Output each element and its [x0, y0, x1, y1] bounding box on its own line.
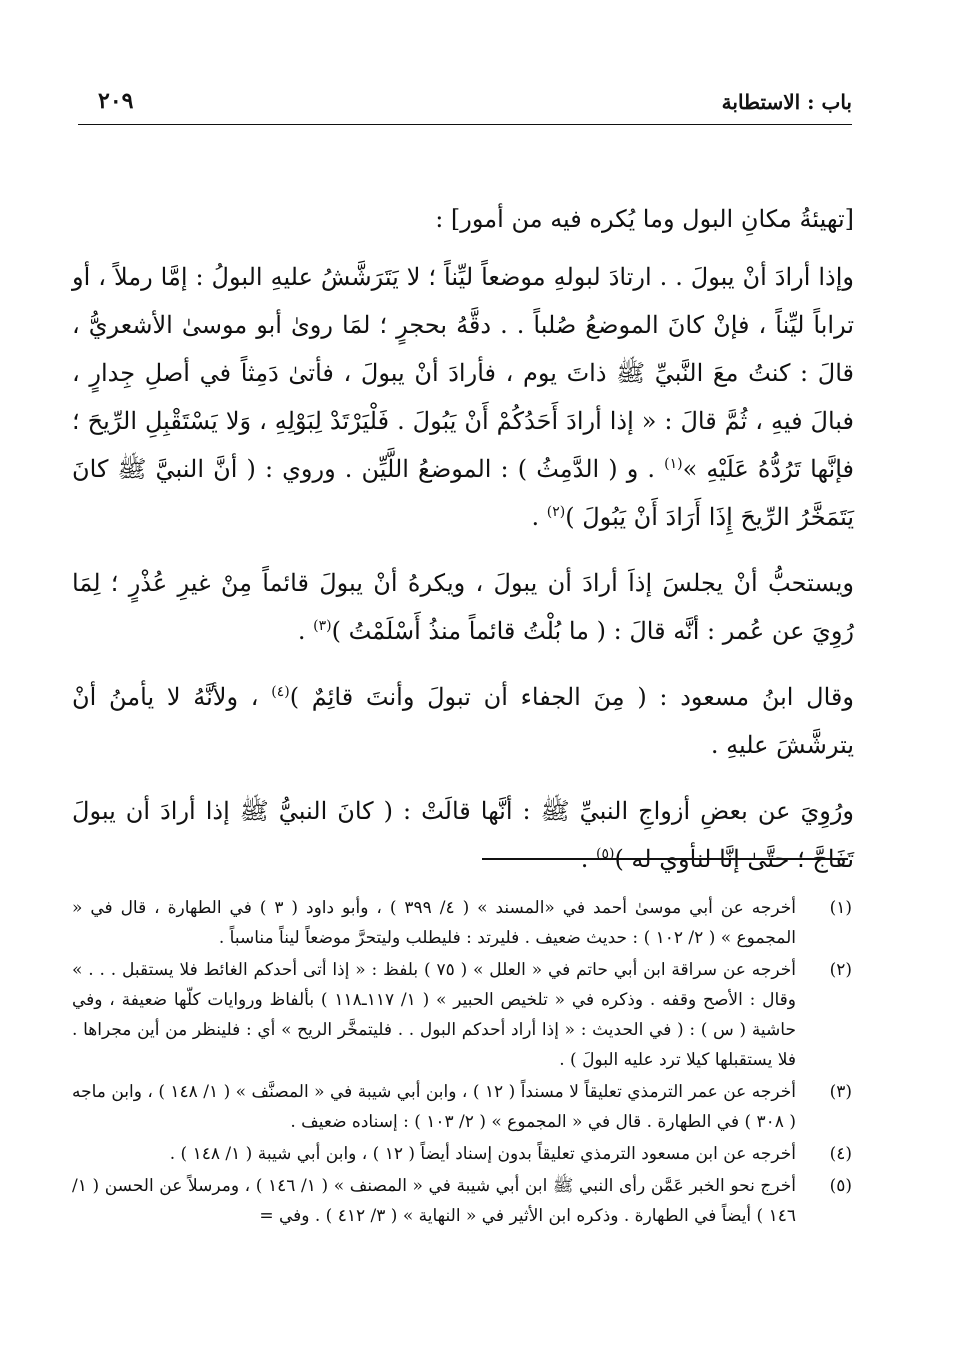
footnote-text: أخرج نحو الخبر عَمَّن رأى النبي ﷺ ابن أبي شيبة في « المصنف » ( ١/ ١٤٦ ) ، ومرسلاً عن الحسن ( ١/ ١٤٦ ) أيضاً في الطهارة . وذكره ابن الأثير في « النهاية » ( ٣/ ٤١٢ ) . وفي = — [72, 1176, 797, 1226]
footnote-text: أخرجه عن أبي موسىٰ أحمد في «المسند » ( ٤/ ٣٩٩ ) ، وأبو داود ( ٣ ) في الطهارة ، قال في « المجموع » ( ٢/ ١٠٢ ) : حديث ضعيف . فليرتد : فليطلب وليتحرَّ موضعاً ليناً مناسباً . — [72, 898, 796, 948]
footnote-marker: (٣) — [313, 618, 332, 634]
footnote-number: (٢) — [829, 960, 852, 980]
section-heading: [تهيئةُ مكانِ البول وما يُكره فيه من أمور] : — [435, 205, 854, 233]
footnote-item — [72, 893, 852, 953]
footnote-text: أخرجه عن سراقة ابن أبي حاتم في « العلل » ( ٧٥ ) بلفظ : « إذا أتى أحدكم الغائط فلا يستقبل . . . » وقال : الأصح وقفه . وذكره في « تلخيص الحبير » ( ١/ ١١٧ـ١١٨ ) بألفاظ وروايات كلّها ضعيفة ، وفي حاشية ( س ) : ( في الحديث : « إذا أراد أحدكم البول . . فليتمخَّر الريح » أي : فلينظر من أين مجراها . فلا يستقبلها كيلا ترد عليه البولَ ) . — [72, 960, 796, 1070]
paragraph-text: . — [297, 617, 314, 645]
footnote-marker: (١) — [664, 456, 683, 472]
paragraph-text: . و ( الدَّمِثُ ) : الموضعُ اللَّيِّن . وروي : ( أنَّ النبيَّ ﷺ كانَ يَتَمَخَّرُ الرِّيحَ إِذَا أَرَادَ أَنْ يَبُولَ ) — [72, 455, 854, 531]
paragraph-text: ويستحبُّ أنْ يجلسَ إذاَ أرادَ أن يبولَ ، ويكرهُ أنْ يبولَ قائماً مِنْ غيرِ عُذْرٍ ؛ لِمَا رُوِيَ عن عُمر : أنَّه قالَ : ( ما بُلْتُ قائماً منذُ أَسْلَمْتُ ) — [72, 569, 854, 645]
footnote-marker: (٢) — [546, 504, 566, 520]
header-divider — [78, 124, 852, 125]
paragraph-text: وإذا أرادَ أنْ يبولَ . . ارتادَ لبولهِ موضعاً ليِّناً ؛ لا يَتَرَشَّشُ عليهِ البولُ : إمَّا رملاً ، أو تراباً ليِّناً ، فإنْ كانَ الموضعُ صُلباً . . دقَّهُ بحجرٍ ؛ لمَا روىٰ أبو موسىٰ الأشعريُّ ، قالَ : كنتُ معَ النَّبيِّ ﷺ ذاتَ يوم ، فأرادَ أنْ يبولَ ، فأتىٰ دَمِثاً في أصلِ جِدارٍ ، فبالَ فيهِ ، ثُمَّ قالَ : « إذا أرادَ أَحَدُكُمْ أَنْ يَبُولَ . فَلْيَرْتَدْ لِبَوْلِهِ ، وَلا يَسْتَقْبِلِ الرِّيحَ ؛ فإنَّها تَرُدُّهُ عَلَيْهِ » — [72, 263, 855, 483]
footnote-text: أخرجه عن ابن مسعود الترمذي تعليقاً بدون إسناد أيضاً ( ١٢ ) ، وابن أبي شيبة ( ١/ ١٤٨ ) . — [169, 1144, 796, 1164]
paragraph — [72, 787, 854, 883]
paragraph — [72, 253, 854, 541]
footnote-number: (٣) — [829, 1082, 852, 1102]
footnote-divider — [482, 858, 848, 860]
main-text — [72, 195, 854, 901]
footnote-item — [72, 955, 852, 1075]
footnote-item — [72, 1171, 852, 1231]
paragraph-text: . — [531, 503, 547, 531]
page-number: ٢٠٩ — [98, 88, 134, 114]
footnote-marker: (٥) — [595, 846, 615, 862]
footnote-number: (٤) — [829, 1144, 852, 1164]
paragraph — [72, 673, 854, 769]
footnotes — [72, 893, 852, 1233]
paragraph-text: ورُوِيَ عن بعضِ أزواجِ النبيِّ ﷺ : أنَّها قالَتْ : ( كانَ النبيُّ ﷺ إذا أرادَ أن يبولَ تَفَاجَّ ؛ حتَّىٰ إنَّا لنأوي له ) — [72, 797, 854, 873]
footnote-number: (١) — [829, 898, 852, 918]
chapter-title: باب : الاستطابة — [721, 90, 852, 114]
footnote-number: (٥) — [829, 1176, 852, 1196]
footnote-item — [72, 1139, 852, 1169]
footnote-marker: (٤) — [271, 684, 290, 700]
paragraph-text: . — [580, 845, 596, 873]
footnote-item — [72, 1077, 852, 1137]
paragraph — [72, 559, 854, 655]
footnote-text: أخرجه عن عمر الترمذي تعليقاً لا مسنداً ( ١٢ ) ، وابن أبي شيبة في « المصنَّف » ( ١/ ١٤٨ ) ، وابن ماجه ( ٣٠٨ ) في الطهارة . قال في « المجموع » ( ٢/ ١٠٣ ) : إسناده ضعيف . — [72, 1082, 796, 1132]
paragraph-text: ، ولأنَّهُ لا يأمنُ أنْ يترشَّشَ عليهِ . — [72, 683, 854, 759]
paragraph-text: وقال ابنُ مسعود : ( مِنَ الجفاء أن تبولَ وأنتَ قائِمٌ ) — [289, 683, 854, 711]
running-header — [78, 84, 852, 120]
